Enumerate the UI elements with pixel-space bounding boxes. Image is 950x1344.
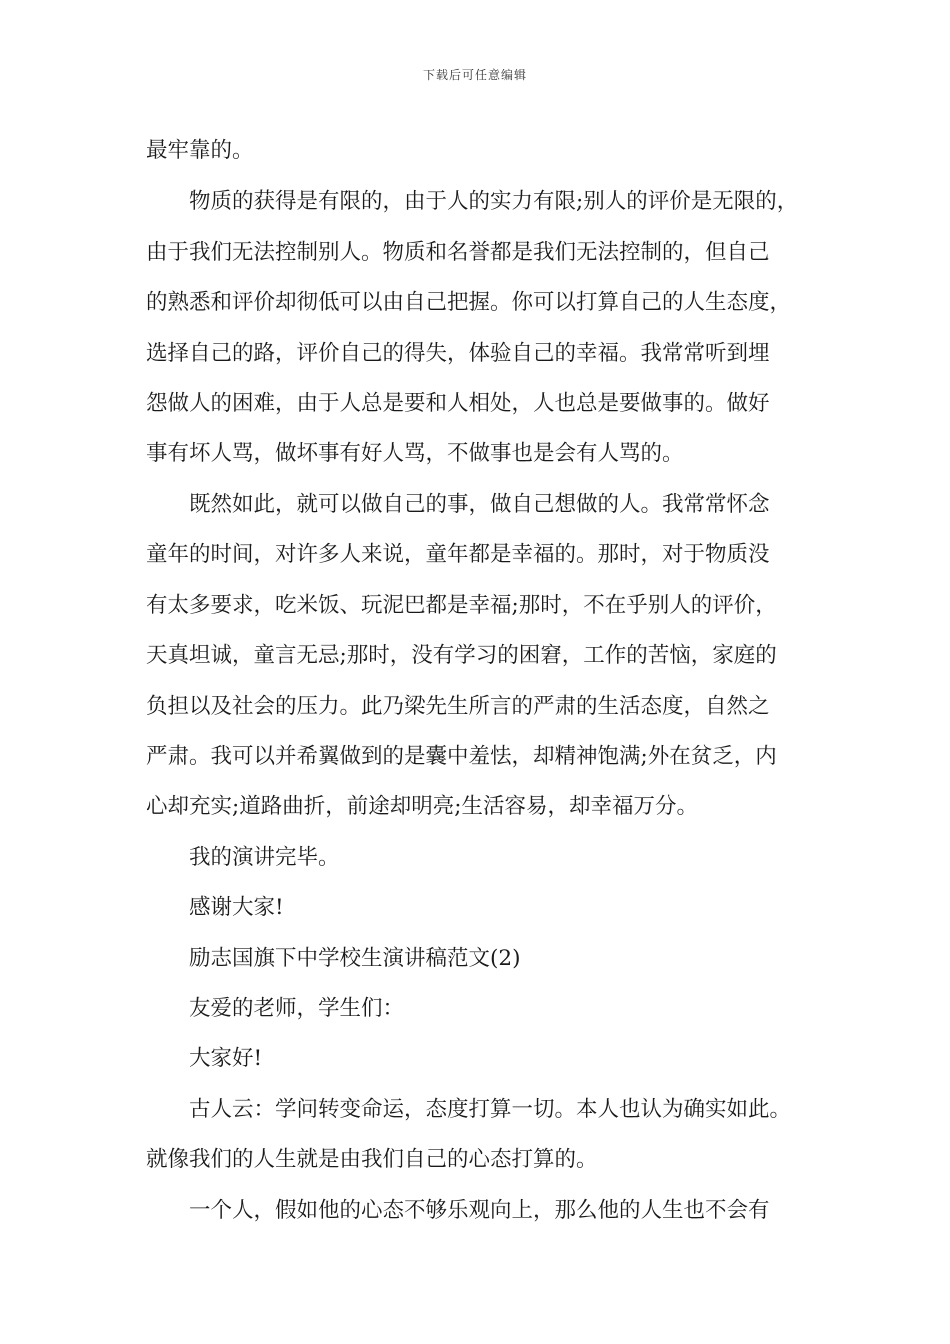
text-line: 怨做人的困难，由于人总是要和人相处，人也总是要做事的。做好 [146, 391, 770, 416]
text-line: 一个人，假如他的心态不够乐观向上，那么他的人生也不会有 [189, 1198, 770, 1223]
text-line: 事有坏人骂，做坏事有好人骂，不做事也是会有人骂的。 [146, 441, 684, 466]
text-line: 负担以及社会的压力。此乃梁先生所言的严肃的生活态度，自然之 [146, 694, 770, 719]
text-line: 选择自己的路，评价自己的得失，体验自己的幸福。我常常听到埋 [146, 341, 770, 366]
text-line: 严肃。我可以并希翼做到的是囊中羞怯，却精神饱满;外在贫乏，内 [146, 744, 777, 769]
text-line: 童年的时间，对许多人来说，童年都是幸福的。那时，对于物质没 [146, 542, 770, 567]
text-line: 心却充实;道路曲折，前途却明亮;生活容易，却幸福万分。 [146, 794, 698, 819]
text-line: 最牢靠的。 [146, 138, 254, 163]
text-line: 古人云：学问转变命运，态度打算一切。本人也认为确实如此。 [189, 1097, 792, 1122]
text-line: 我的演讲完毕。 [189, 845, 340, 870]
text-line: 的熟悉和评价却彻低可以由自己把握。你可以打算自己的人生态度， [146, 290, 792, 315]
text-line: 就像我们的人生就是由我们自己的心态打算的。 [146, 1147, 598, 1172]
text-line: 既然如此，就可以做自己的事，做自己想做的人。我常常怀念 [189, 492, 770, 517]
text-line: 有太多要求，吃米饭、玩泥巴都是幸福;那时，不在乎别人的评价， [146, 593, 777, 618]
text-line: 由于我们无法控制别人。物质和名誉都是我们无法控制的，但自己 [146, 240, 770, 265]
page-header: 下载后可任意编辑 [422, 68, 527, 82]
text-line: 物质的获得是有限的，由于人的实力有限;别人的评价是无限的， [189, 189, 799, 214]
text-line: 大家好! [189, 1046, 263, 1071]
text-line: 天真坦诚，童言无忌;那时，没有学习的困窘，工作的苦恼，家庭的 [146, 643, 777, 668]
section-title: 励志国旗下中学校生演讲稿范文(2) [189, 946, 521, 971]
text-line: 感谢大家! [189, 895, 284, 920]
text-line: 友爱的老师，学生们： [189, 996, 405, 1021]
